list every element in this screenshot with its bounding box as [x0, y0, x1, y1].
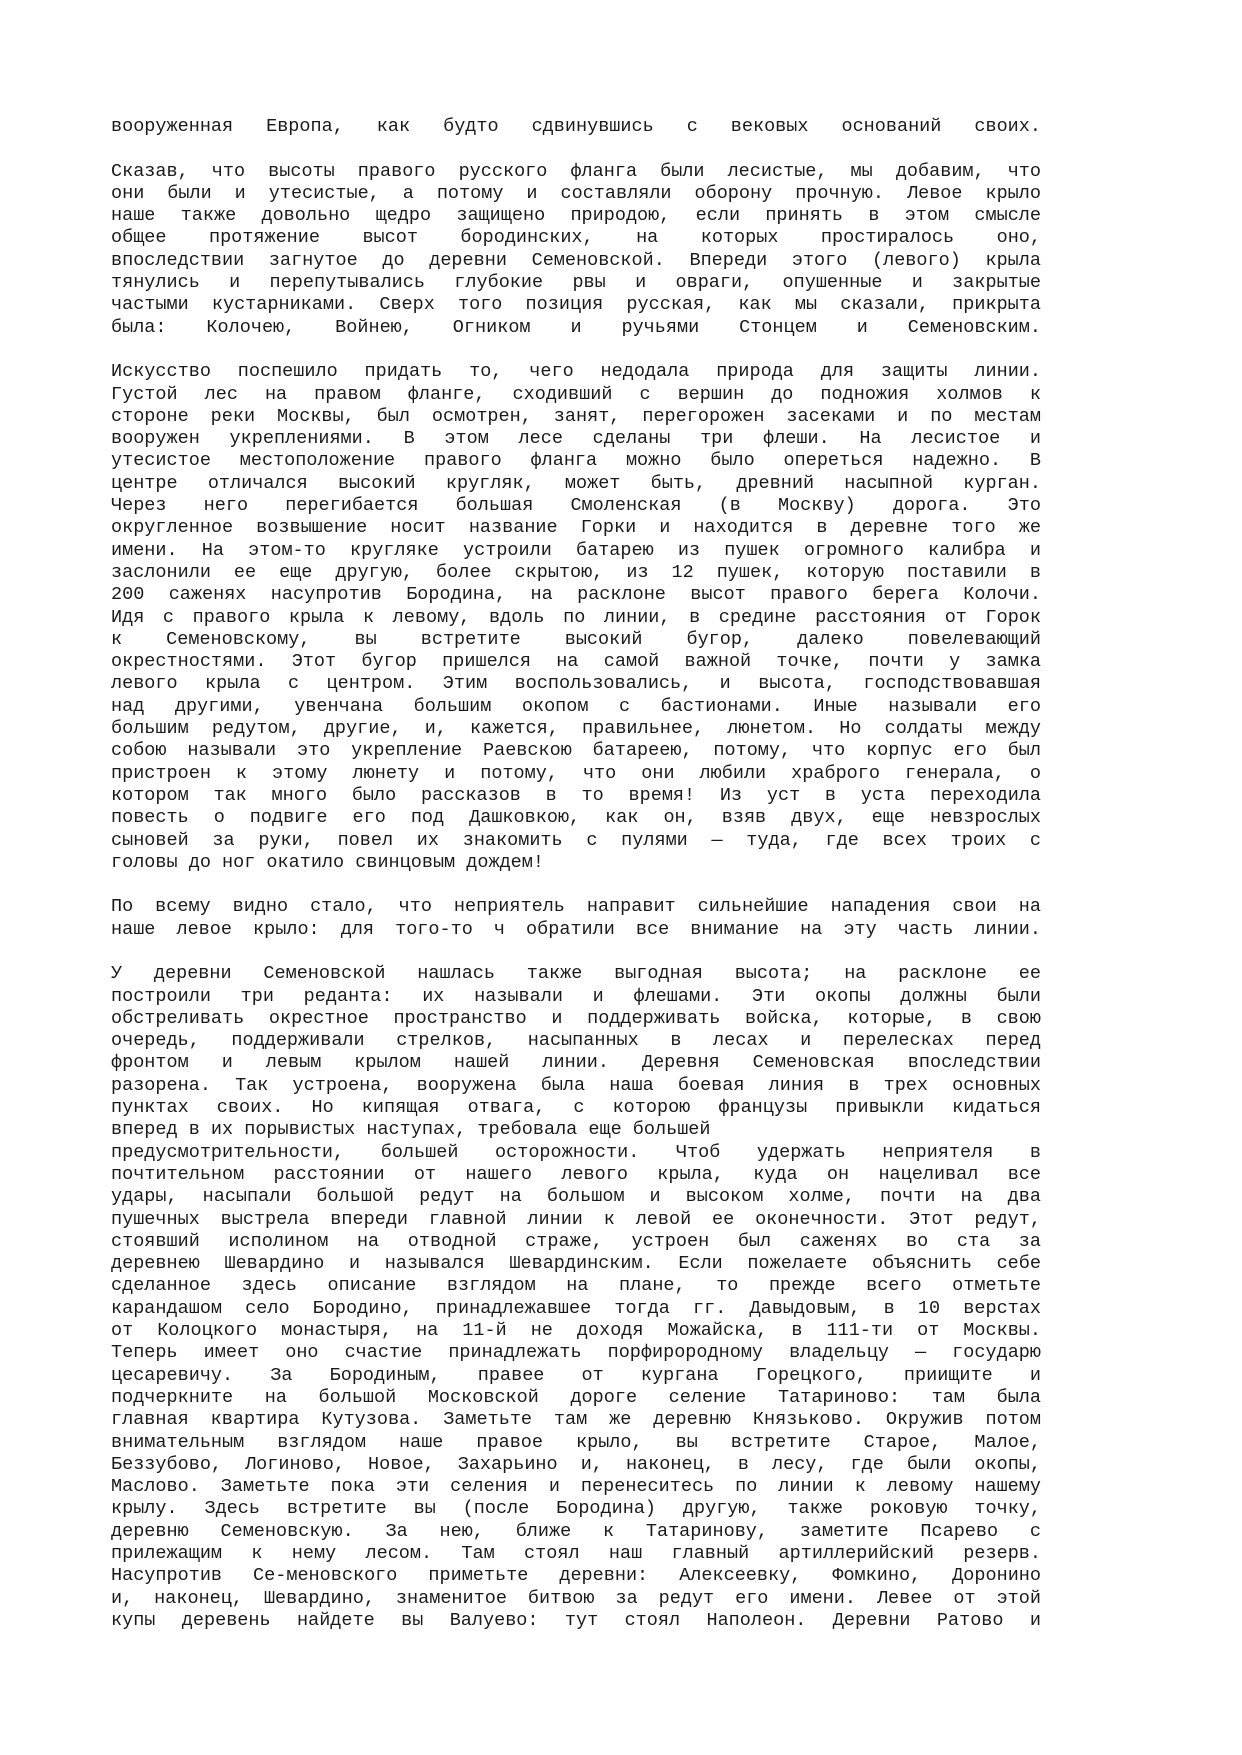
text-line: Беззубово, Логиново, Новое, Захарьино и, наконец, в лесу, где были окопы,	[111, 1453, 1041, 1475]
text-line: Насупротив Се-меновского приметьте деревни: Алексеевку, Фомкино, Доронино	[111, 1565, 1041, 1587]
text-line: цесаревичу. За Бородиным, правее от кургана Горецкого, приищите и	[111, 1364, 1041, 1386]
text-line: Через него перегибается большая Смоленская (в Москву) дорога. Это	[111, 495, 1041, 517]
text-line: пушечных выстрела впереди главной линии к левой ее оконечности. Этот редут,	[111, 1208, 1041, 1230]
text-line: головы до ног окатило свинцовым дождем!	[111, 851, 544, 873]
text-line: почтительном расстоянии от нашего левого крыла, куда он нацеливал все	[111, 1163, 1041, 1185]
text-line: округленное возвышение носит название Горки и находится в деревне того же	[111, 517, 1041, 539]
text-line: окрестностями. Этот бугор пришелся на самой важной точке, почти у замка	[111, 651, 1041, 673]
text-line: Искусство поспешило придать то, чего недодала природа для защиты линии.	[111, 361, 1041, 383]
text-line: карандашом село Бородино, принадлежавшее тогда гг. Давыдовым, в 10 верстах	[111, 1297, 1041, 1319]
text-line: крылу. Здесь встретите вы (после Бородина) другую, также роковую точку,	[111, 1498, 1041, 1520]
text-line: сыновей за руки, повел их знакомить с пулями — туда, где всех троих с	[111, 829, 1041, 851]
text-line: прилежащим к нему лесом. Там стоял наш главный артиллерийский резерв.	[111, 1543, 1041, 1564]
text-line: Сказав, что высоты правого русского фланга были лесистые, мы добавим, что	[111, 160, 1041, 182]
text-line: имени. На этом-то кругляке устроили батарею из пушек огромного калибра и	[111, 539, 1041, 561]
text-line: Густой лес на правом фланге, сходивший с вершин до подножия холмов к	[111, 383, 1041, 405]
text-line: собою называли это укрепление Раевскою батареею, потому, что корпус его был	[111, 740, 1041, 762]
text-line: построили три реданта: их называли и флешами. Эти окопы должны были	[111, 985, 1041, 1007]
text-line: частыми кустарниками. Сверх того позиция русская, как мы сказали, прикрыта	[111, 294, 1041, 316]
text-line: пристроен к этому люнету и потому, что они любили храброго генерала, о	[111, 762, 1041, 784]
text-line: общее протяжение высот бородинских, на которых простиралось оно,	[111, 227, 1041, 249]
text-line: Идя с правого крыла к левому, вдоль по линии, в средине расстояния от Горок	[111, 606, 1041, 628]
text-line: У деревни Семеновской нашлась также выгодная высота; на расклоне ее	[111, 963, 1041, 985]
text-line: подчеркните на большой Московской дороге селение Татариново: там была	[111, 1386, 1041, 1408]
text-line: стороне реки Москвы, был осмотрен, занят, перегорожен засеками и по местам	[111, 405, 1041, 427]
paragraph	[111, 361, 1041, 874]
text-line: вооружен укреплениями. В этом лесе сделаны три флеши. На лесистое и	[111, 428, 1041, 450]
text-line: утесистое местоположение правого фланга можно было опереться надежно. В	[111, 450, 1041, 472]
text-line: разорена. Так устроена, вооружена была наша боевая линия в трех основных	[111, 1074, 1041, 1096]
text-line: к Семеновскому, вы встретите высокий бугор, далеко повелевающий	[111, 628, 1041, 650]
text-line: сделанное здесь описание взглядом на плане, то прежде всего отметьте	[111, 1275, 1041, 1297]
text-line: левого крыла с центром. Этим воспользовались, и высота, господствовавшая	[111, 673, 1041, 695]
text-line: над другими, увенчана большим окопом с бастионами. Иные называли его	[111, 695, 1041, 717]
text-line: вперед в их порывистых наступах, требовала еще большей	[111, 1119, 711, 1141]
text-line: предусмотрительности, большей осторожности. Чтоб удержать неприятеля в	[111, 1141, 1041, 1163]
text-line: По всему видно стало, что неприятель направит сильнейшие нападения свои на	[111, 896, 1041, 918]
text-line: обстреливать окрестное пространство и поддерживать войска, которые, в свою	[111, 1007, 1041, 1029]
text-line: вооруженная Европа, как будто сдвинувшись с вековых оснований своих.	[111, 116, 1041, 137]
text-line: купы деревень найдете вы Валуево: тут стоял Наполеон. Деревни Ратово и	[111, 1609, 1041, 1631]
text-line: котором так много было рассказов в то время! Из уст в уста переходила	[111, 784, 1041, 806]
paragraph	[111, 161, 1041, 339]
text-line: деревнею Шевардино и назывался Шевардинским. Если пожелаете объяснить себе	[111, 1253, 1041, 1275]
text-line: 200 саженях насупротив Бородина, на расклоне высот правого берега Колочи.	[111, 584, 1041, 606]
text-line: удары, насыпали большой редут на большом и высоком холме, почти на два	[111, 1186, 1041, 1208]
text-line: была: Колочею, Войнею, Огником и ручьями Стонцем и Семеновским.	[111, 316, 1041, 338]
text-line: наше левое крыло: для того-то ч обратили все внимание на эту часть линии.	[111, 918, 1041, 940]
text-line: Теперь имеет оно счастие принадлежать порфирородному владельцу — государю	[111, 1342, 1041, 1364]
text-line: очередь, поддерживали стрелков, насыпанных в лесах и перелесках перед	[111, 1030, 1041, 1052]
text-line: пунктах своих. Но кипящая отвага, с которою французы привыкли кидаться	[111, 1097, 1041, 1119]
text-line: от Колоцкого монастыря, на 11-й не доходя Можайска, в 111-ти от Москвы.	[111, 1320, 1041, 1342]
text-line: главная квартира Кутузова. Заметьте там же деревню Князьково. Окружив потом	[111, 1409, 1041, 1431]
text-line: повесть о подвиге его под Дашковкою, как он, взяв двух, еще невзрослых	[111, 807, 1041, 829]
text-line: деревню Семеновскую. За нею, ближе к Татаринову, заметите Псарево с	[111, 1520, 1041, 1542]
text-line: центре отличался высокий кругляк, может быть, древний насыпной курган.	[111, 472, 1041, 494]
paragraph	[111, 896, 1041, 941]
text-line: большим редутом, другие, и, кажется, правильнее, люнетом. Но солдаты между	[111, 718, 1041, 740]
text-line: и, наконец, Шевардино, знаменитое битвою за редут его имени. Левее от этой	[111, 1587, 1041, 1609]
text-line: наше также довольно щедро защищено природою, если принять в этом смысле	[111, 205, 1041, 227]
text-line: Маслово. Заметьте пока эти селения и перенеситесь по линии к левому нашему	[111, 1476, 1041, 1498]
text-line: фронтом и левым крылом нашей линии. Деревня Семеновская впоследствии	[111, 1052, 1041, 1074]
text-line: внимательным взглядом наше правое крыло, вы встретите Старое, Малое,	[111, 1431, 1041, 1453]
text-line: стоявший исполином на отводной страже, устроен был саженях во ста за	[111, 1230, 1041, 1252]
text-line: впоследствии загнутое до деревни Семеновской. Впереди этого (левого) крыла	[111, 249, 1041, 271]
document-page	[111, 116, 1041, 1654]
paragraph	[111, 963, 1041, 1632]
text-line: они были и утесистые, а потому и составляли оборону прочную. Левое крыло	[111, 182, 1041, 204]
text-line: заслонили ее еще другую, более скрытою, из 12 пушек, которую поставили в	[111, 561, 1041, 583]
text-line: тянулись и перепутывались глубокие рвы и овраги, опушенные и закрытые	[111, 272, 1041, 294]
paragraph	[111, 116, 1041, 138]
